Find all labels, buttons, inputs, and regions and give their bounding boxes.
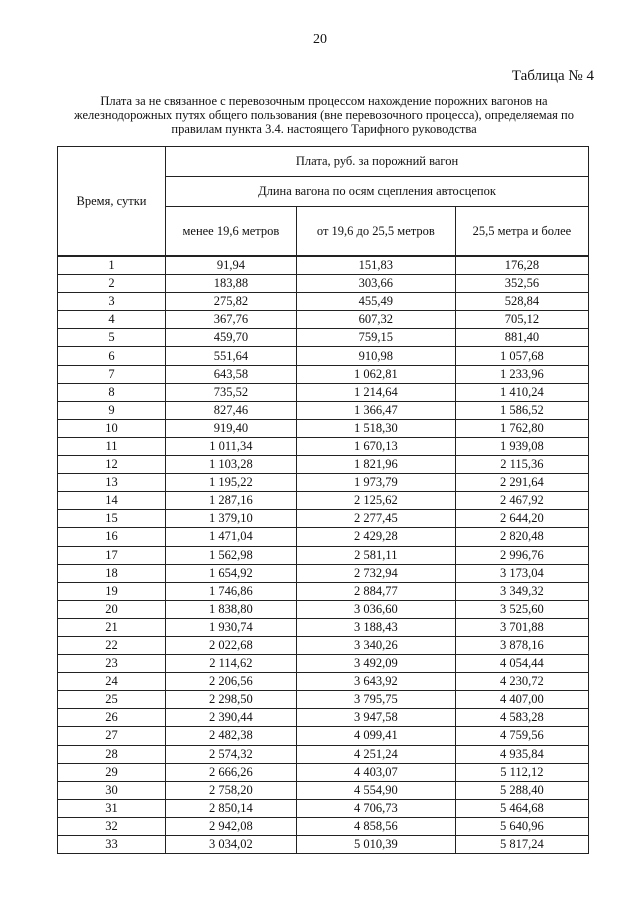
cell-days: 3 (58, 293, 166, 311)
cell-length-1: 2 758,20 (166, 781, 297, 799)
column-header-length-1: менее 19,6 метров (166, 207, 297, 257)
table-row (58, 528, 589, 546)
cell-length-2: 1 973,79 (296, 474, 455, 492)
cell-days: 5 (58, 329, 166, 347)
table-row (58, 347, 589, 365)
cell-length-3: 2 115,36 (455, 456, 588, 474)
cell-days: 15 (58, 510, 166, 528)
table-row (58, 600, 589, 618)
cell-length-3: 176,28 (455, 256, 588, 275)
cell-length-1: 551,64 (166, 347, 297, 365)
cell-days: 27 (58, 727, 166, 745)
cell-length-1: 2 482,38 (166, 727, 297, 745)
cell-length-3: 3 525,60 (455, 600, 588, 618)
cell-days: 22 (58, 636, 166, 654)
cell-days: 14 (58, 492, 166, 510)
column-header-time: Время, сутки (58, 147, 166, 257)
cell-length-2: 3 795,75 (296, 691, 455, 709)
cell-length-3: 881,40 (455, 329, 588, 347)
cell-length-2: 3 188,43 (296, 618, 455, 636)
cell-length-1: 367,76 (166, 311, 297, 329)
cell-length-3: 1 233,96 (455, 365, 588, 383)
cell-length-2: 4 706,73 (296, 799, 455, 817)
cell-days: 8 (58, 383, 166, 401)
table-row (58, 256, 589, 275)
cell-length-2: 1 366,47 (296, 401, 455, 419)
cell-length-1: 3 034,02 (166, 836, 297, 854)
table-row (58, 510, 589, 528)
cell-length-2: 4 858,56 (296, 817, 455, 835)
table-row (58, 419, 589, 437)
cell-length-1: 1 562,98 (166, 546, 297, 564)
cell-length-1: 2 390,44 (166, 709, 297, 727)
table-row (58, 763, 589, 781)
cell-length-2: 2 581,11 (296, 546, 455, 564)
table-row (58, 383, 589, 401)
cell-length-2: 4 403,07 (296, 763, 455, 781)
cell-length-1: 1 379,10 (166, 510, 297, 528)
cell-length-3: 2 996,76 (455, 546, 588, 564)
cell-length-1: 1 930,74 (166, 618, 297, 636)
cell-length-1: 1 011,34 (166, 437, 297, 455)
cell-length-3: 3 878,16 (455, 636, 588, 654)
cell-days: 31 (58, 799, 166, 817)
cell-days: 25 (58, 691, 166, 709)
cell-length-3: 2 644,20 (455, 510, 588, 528)
table-caption: Плата за не связанное с перевозочным процессом нахождение порожних вагонов на железнодорожных путях общего пользования (вне перевозочного процесса), определяемая по правилам пункта 3.4. настоящего Тарифного руководства (74, 94, 574, 136)
cell-length-1: 827,46 (166, 401, 297, 419)
cell-days: 1 (58, 256, 166, 275)
cell-length-3: 2 467,92 (455, 492, 588, 510)
cell-days: 20 (58, 600, 166, 618)
cell-length-2: 151,83 (296, 256, 455, 275)
cell-length-3: 4 583,28 (455, 709, 588, 727)
cell-length-2: 4 099,41 (296, 727, 455, 745)
table-row (58, 582, 589, 600)
cell-length-1: 735,52 (166, 383, 297, 401)
cell-length-1: 91,94 (166, 256, 297, 275)
cell-length-1: 1 471,04 (166, 528, 297, 546)
cell-length-2: 1 214,64 (296, 383, 455, 401)
cell-length-3: 5 288,40 (455, 781, 588, 799)
cell-length-2: 607,32 (296, 311, 455, 329)
table-row (58, 437, 589, 455)
cell-days: 9 (58, 401, 166, 419)
cell-length-3: 705,12 (455, 311, 588, 329)
cell-length-1: 459,70 (166, 329, 297, 347)
cell-length-2: 455,49 (296, 293, 455, 311)
cell-length-2: 3 340,26 (296, 636, 455, 654)
cell-length-1: 2 666,26 (166, 763, 297, 781)
table-row (58, 329, 589, 347)
cell-length-2: 4 251,24 (296, 745, 455, 763)
cell-length-2: 3 492,09 (296, 655, 455, 673)
cell-length-1: 2 850,14 (166, 799, 297, 817)
table-row (58, 655, 589, 673)
table-row (58, 709, 589, 727)
cell-days: 21 (58, 618, 166, 636)
cell-length-1: 1 838,80 (166, 600, 297, 618)
cell-days: 17 (58, 546, 166, 564)
table-row (58, 727, 589, 745)
table-row (58, 745, 589, 763)
cell-length-3: 1 057,68 (455, 347, 588, 365)
cell-length-2: 2 732,94 (296, 564, 455, 582)
cell-length-3: 3 349,32 (455, 582, 588, 600)
cell-length-2: 4 554,90 (296, 781, 455, 799)
table-row (58, 618, 589, 636)
table-row (58, 365, 589, 383)
cell-length-2: 1 821,96 (296, 456, 455, 474)
cell-days: 26 (58, 709, 166, 727)
cell-length-2: 5 010,39 (296, 836, 455, 854)
table-row (58, 691, 589, 709)
cell-days: 6 (58, 347, 166, 365)
table-row (58, 293, 589, 311)
cell-length-2: 2 277,45 (296, 510, 455, 528)
cell-length-3: 5 817,24 (455, 836, 588, 854)
cell-length-3: 528,84 (455, 293, 588, 311)
sub-header-wagon-length: Длина вагона по осям сцепления автосцепок (166, 177, 589, 207)
cell-length-2: 1 670,13 (296, 437, 455, 455)
cell-length-3: 4 935,84 (455, 745, 588, 763)
cell-days: 13 (58, 474, 166, 492)
cell-length-3: 5 640,96 (455, 817, 588, 835)
cell-days: 18 (58, 564, 166, 582)
table-row (58, 492, 589, 510)
cell-days: 10 (58, 419, 166, 437)
page-number: 20 (313, 32, 327, 47)
cell-length-2: 303,66 (296, 275, 455, 293)
cell-days: 33 (58, 836, 166, 854)
cell-length-1: 275,82 (166, 293, 297, 311)
cell-length-3: 4 230,72 (455, 673, 588, 691)
table-row (58, 546, 589, 564)
cell-length-1: 2 206,56 (166, 673, 297, 691)
cell-length-3: 352,56 (455, 275, 588, 293)
cell-days: 24 (58, 673, 166, 691)
cell-length-1: 1 195,22 (166, 474, 297, 492)
cell-length-1: 2 298,50 (166, 691, 297, 709)
cell-days: 19 (58, 582, 166, 600)
cell-days: 7 (58, 365, 166, 383)
table-row (58, 564, 589, 582)
table-row (58, 781, 589, 799)
cell-length-3: 5 112,12 (455, 763, 588, 781)
table-row (58, 636, 589, 654)
table-label: Таблица № 4 (511, 68, 594, 84)
cell-length-3: 4 407,00 (455, 691, 588, 709)
cell-length-2: 910,98 (296, 347, 455, 365)
cell-length-1: 2 022,68 (166, 636, 297, 654)
cell-length-1: 919,40 (166, 419, 297, 437)
cell-length-2: 3 643,92 (296, 673, 455, 691)
table-row (58, 275, 589, 293)
cell-length-2: 3 036,60 (296, 600, 455, 618)
cell-days: 4 (58, 311, 166, 329)
cell-length-2: 2 429,28 (296, 528, 455, 546)
cell-length-1: 2 114,62 (166, 655, 297, 673)
cell-length-1: 1 746,86 (166, 582, 297, 600)
cell-length-3: 5 464,68 (455, 799, 588, 817)
table-row (58, 311, 589, 329)
column-header-length-3: 25,5 метра и более (455, 207, 588, 257)
cell-days: 30 (58, 781, 166, 799)
cell-length-2: 1 518,30 (296, 419, 455, 437)
cell-length-3: 4 759,56 (455, 727, 588, 745)
cell-length-3: 4 054,44 (455, 655, 588, 673)
table-row (58, 817, 589, 835)
cell-days: 2 (58, 275, 166, 293)
cell-length-2: 3 947,58 (296, 709, 455, 727)
table-row (58, 836, 589, 854)
table-row (58, 401, 589, 419)
cell-length-1: 183,88 (166, 275, 297, 293)
cell-length-3: 1 939,08 (455, 437, 588, 455)
cell-length-3: 3 173,04 (455, 564, 588, 582)
cell-length-1: 1 654,92 (166, 564, 297, 582)
table-row (58, 474, 589, 492)
cell-length-1: 643,58 (166, 365, 297, 383)
cell-length-3: 1 586,52 (455, 401, 588, 419)
cell-length-1: 1 103,28 (166, 456, 297, 474)
cell-days: 29 (58, 763, 166, 781)
cell-days: 32 (58, 817, 166, 835)
cell-length-2: 2 884,77 (296, 582, 455, 600)
group-header-payment: Плата, руб. за порожний вагон (166, 147, 589, 177)
cell-length-3: 2 820,48 (455, 528, 588, 546)
cell-length-1: 2 574,32 (166, 745, 297, 763)
table-body (58, 256, 589, 854)
cell-length-2: 1 062,81 (296, 365, 455, 383)
cell-length-2: 759,15 (296, 329, 455, 347)
table-row (58, 799, 589, 817)
table-row (58, 673, 589, 691)
cell-days: 11 (58, 437, 166, 455)
cell-length-1: 1 287,16 (166, 492, 297, 510)
cell-length-3: 1 410,24 (455, 383, 588, 401)
cell-length-3: 1 762,80 (455, 419, 588, 437)
table-row (58, 456, 589, 474)
cell-days: 23 (58, 655, 166, 673)
cell-days: 12 (58, 456, 166, 474)
cell-days: 16 (58, 528, 166, 546)
cell-days: 28 (58, 745, 166, 763)
cell-length-2: 2 125,62 (296, 492, 455, 510)
table-header (58, 147, 589, 257)
tariff-table (57, 146, 589, 854)
cell-length-1: 2 942,08 (166, 817, 297, 835)
column-header-length-2: от 19,6 до 25,5 метров (296, 207, 455, 257)
cell-length-3: 3 701,88 (455, 618, 588, 636)
cell-length-3: 2 291,64 (455, 474, 588, 492)
